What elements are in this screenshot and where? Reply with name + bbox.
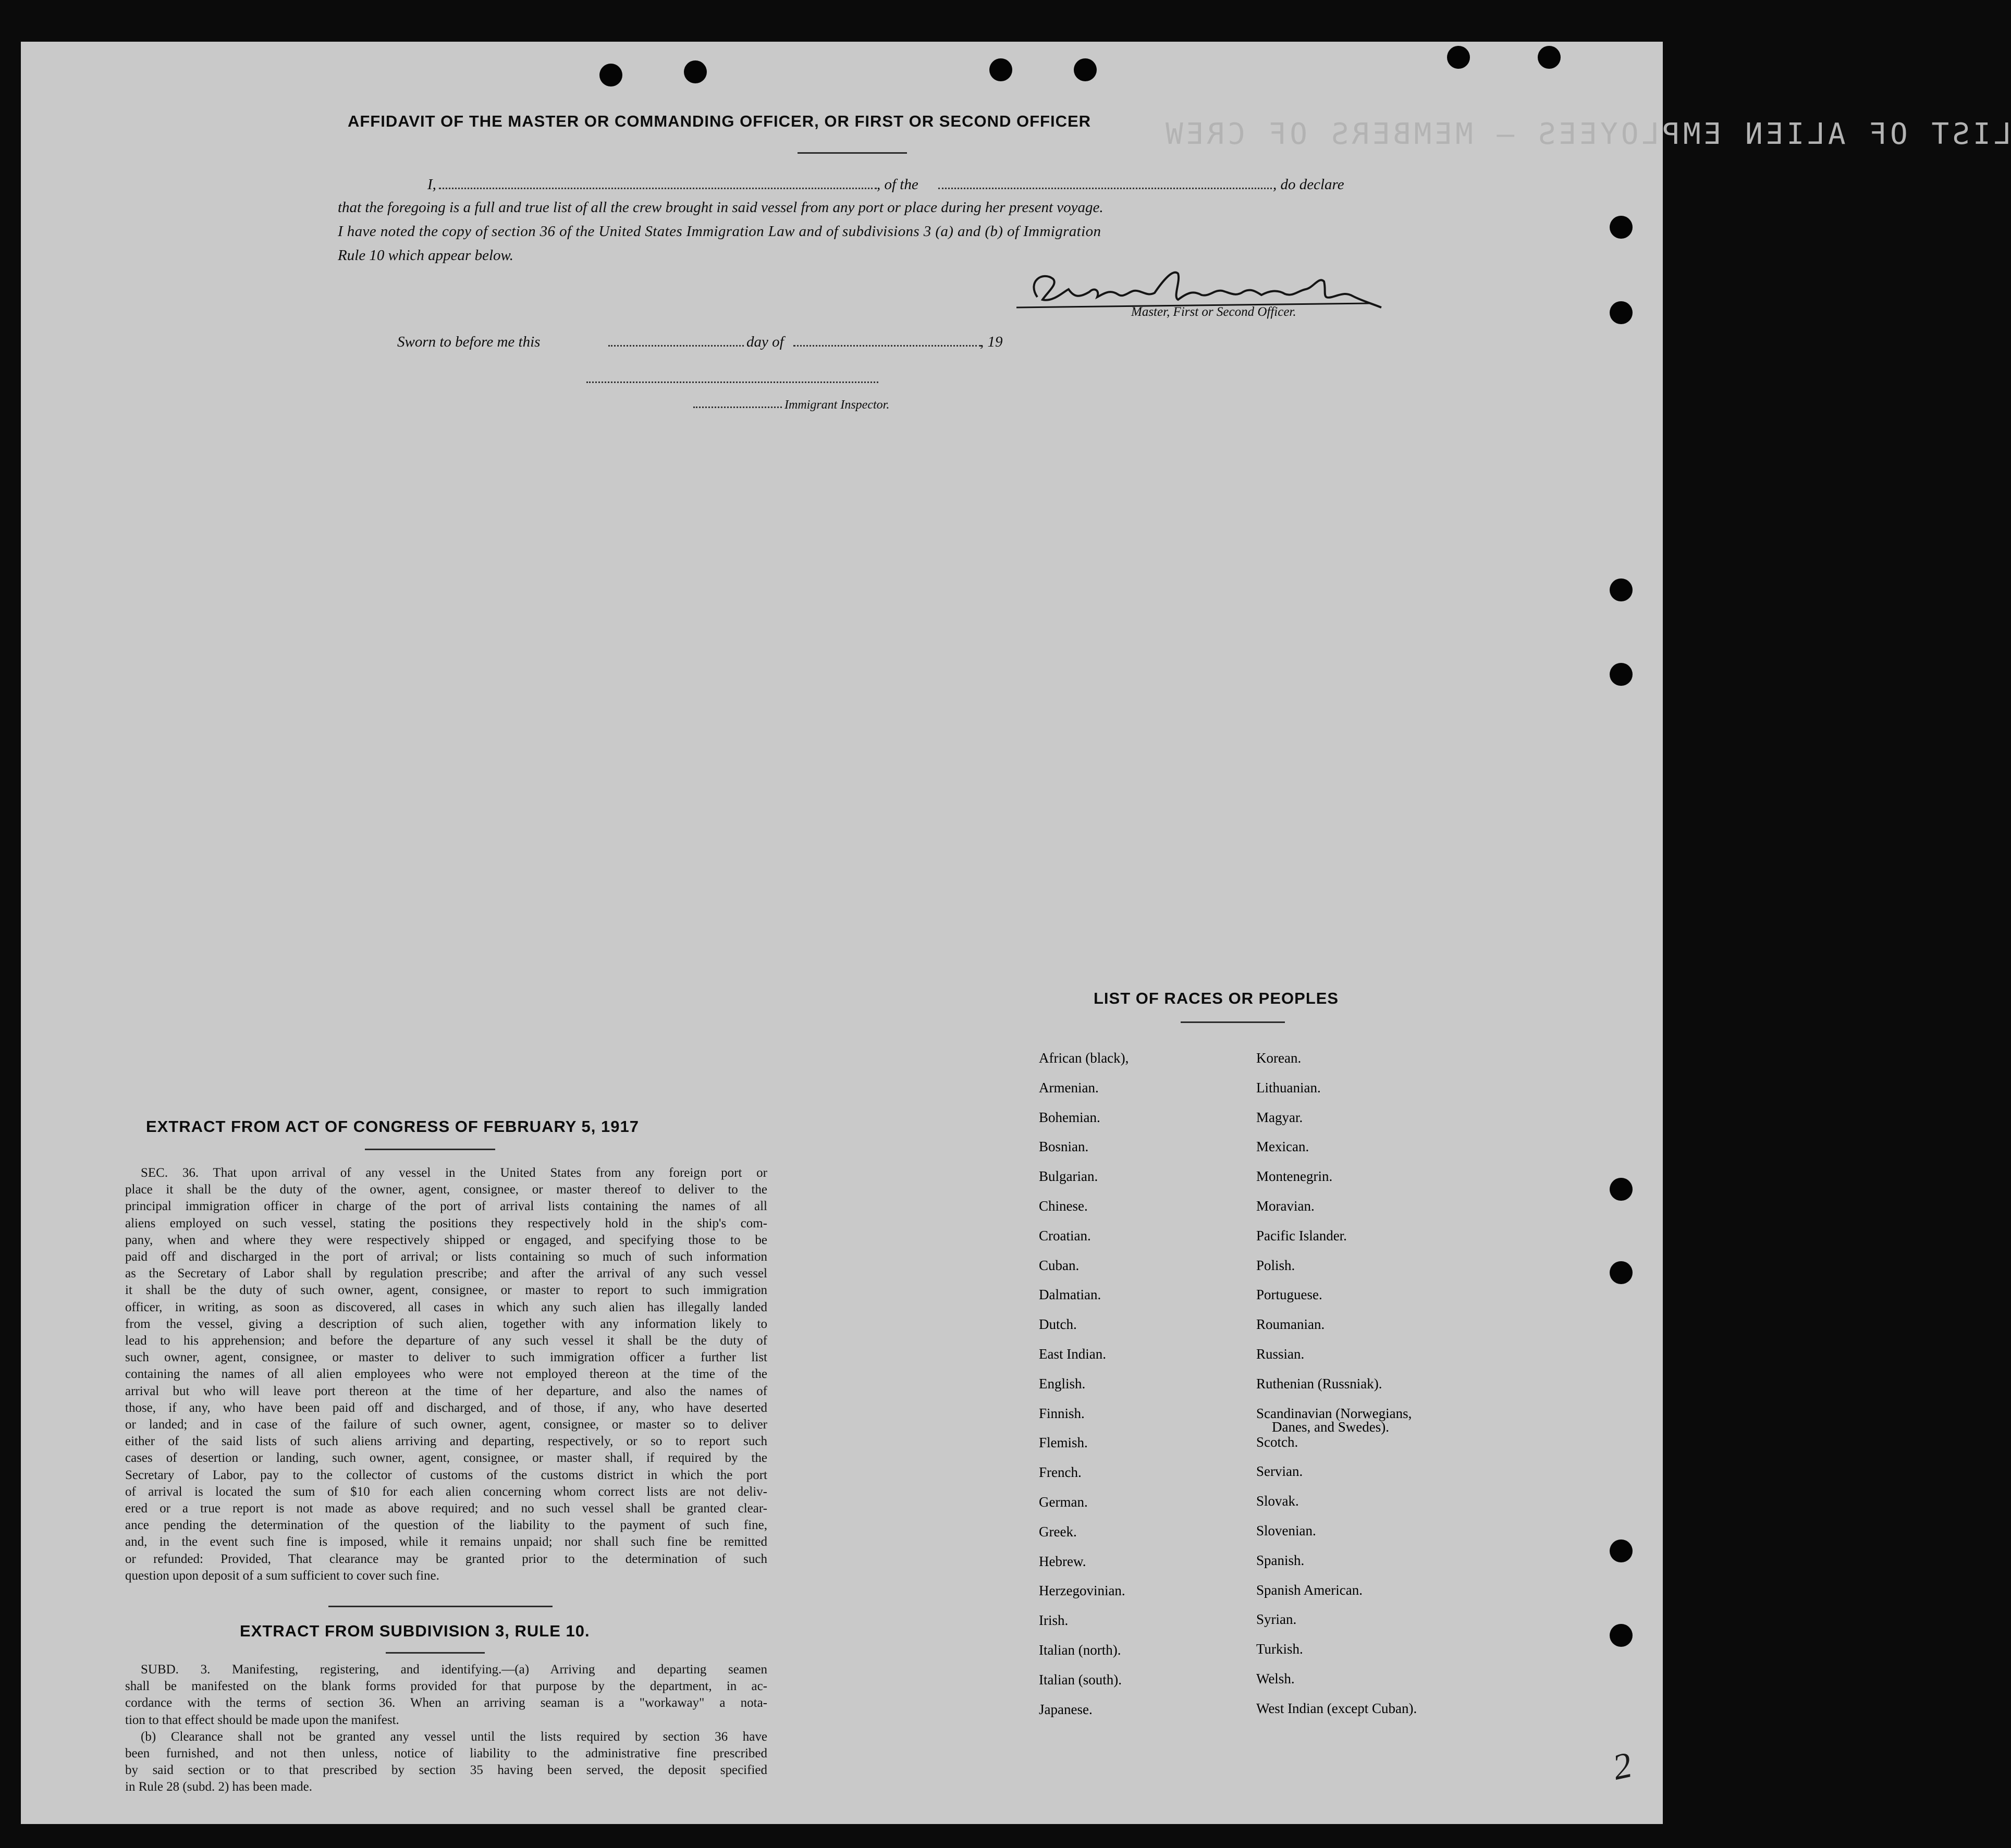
race-item: Hebrew. [1039, 1553, 1086, 1569]
act-text-line: ance pending the determination of the question of the liability to the payment of such fine, [125, 1518, 767, 1533]
inspector-signature-blank [586, 381, 878, 383]
act-text-line: as the Secretary of Labor shall by regulation prescribe; and after the arrival of any such vessel [125, 1266, 767, 1281]
race-item: Magyar. [1256, 1109, 1303, 1125]
act-text-line: arrival but who will leave port thereon at the time of her departure, and also the names of [125, 1384, 767, 1398]
act-text-line: paid off and discharged in the port of arrival; or lists containing so much of such information [125, 1250, 767, 1264]
races-title: LIST OF RACES OR PEOPLES [1094, 989, 1339, 1007]
affidavit-title: AFFIDAVIT OF THE MASTER OR COMMANDING OFFICER, OR FIRST OR SECOND OFFICER [347, 112, 1092, 130]
race-item: Spanish American. [1256, 1582, 1363, 1598]
bleed-through-text: LIST OF ALIEN EMPLOYEES — MEMBERS OF CREW [1162, 117, 2011, 151]
races-title-rule [1181, 1021, 1285, 1023]
act-text-line: principal immigration officer in charge of the port of arrival lists containing the names of all [125, 1199, 767, 1214]
punch-hole [1610, 1624, 1633, 1647]
race-item: Moravian. [1256, 1198, 1315, 1214]
act-text-line: from the vessel, giving a description of such alien, together with any information likely to [125, 1316, 767, 1331]
punch-hole [1074, 58, 1097, 81]
act-text-line: such owner, agent, consignee, or master to deliver to such immigration officer a further list [125, 1350, 767, 1365]
punch-hole [1610, 1261, 1633, 1284]
race-item: Slovenian. [1256, 1523, 1316, 1538]
race-item: Roumanian. [1256, 1316, 1325, 1333]
race-item: French. [1039, 1464, 1082, 1481]
race-item: Ruthenian (Russniak). [1256, 1375, 1382, 1391]
race-item: Russian. [1256, 1346, 1305, 1362]
race-item: Polish. [1256, 1257, 1295, 1273]
race-item: Herzegovinian. [1039, 1583, 1125, 1599]
punch-hole [989, 58, 1012, 81]
punch-hole [599, 64, 622, 87]
race-item: Servian. [1256, 1463, 1303, 1480]
vessel-blank [938, 188, 1272, 189]
act-text-line: pany, when and where they were respectively shipped or engaged, and specifying those to be [125, 1233, 767, 1247]
race-item: Scandinavian (Norwegians, [1256, 1405, 1412, 1421]
name-blank [439, 188, 877, 189]
punch-hole [1610, 1539, 1633, 1562]
act-text-line: question upon deposit of a sum sufficient to cover such fine. [125, 1568, 439, 1583]
act-text-line: of arrival is located the sum of $10 for each alien concerning whom correct lists are not deliv- [125, 1484, 767, 1499]
rule-text-line: been furnished, and not then unless, notice of liability to the administrative fine prescribed [125, 1746, 767, 1761]
rule-extract-text [125, 1661, 767, 1796]
race-item: Bohemian. [1039, 1109, 1100, 1125]
act-text-line: ered or a true report is not made as above required; and no such vessel shall be granted clear- [125, 1501, 767, 1516]
race-item: Armenian. [1039, 1079, 1099, 1095]
rule-text-line: SUBD. 3. Manifesting, registering, and identifying.—(a) Arriving and departing seamen [141, 1662, 767, 1677]
race-item: Turkish. [1256, 1641, 1303, 1657]
race-item: Lithuanian. [1256, 1079, 1321, 1095]
rule-text-line: by said section or to that prescribed by section 35 having been served, the deposit specified [125, 1763, 767, 1778]
declare-i-label: I, [427, 176, 436, 193]
sworn-line [397, 334, 1075, 354]
rule-text-line: tion to that effect should be made upon the manifest. [125, 1713, 399, 1727]
race-item: Syrian. [1256, 1611, 1297, 1628]
corner-mark: 2 [1609, 1745, 1636, 1788]
sworn-month-blank [793, 345, 981, 347]
inspector-caption: Immigrant Inspector. [784, 398, 890, 412]
rule-text-line: in Rule 28 (subd. 2) has been made. [125, 1780, 312, 1794]
act-text-line: either of the said lists of such aliens arriving and departing, respectively, or so to report such [125, 1434, 767, 1449]
race-item: Finnish. [1039, 1405, 1085, 1421]
rule-top-rule [328, 1606, 553, 1607]
punch-hole [1610, 301, 1633, 324]
sworn-day-blank [608, 345, 744, 347]
statement-line: Rule 10 which appear below. [338, 247, 513, 264]
rule-title-rule [386, 1652, 485, 1654]
race-item: Cuban. [1039, 1257, 1080, 1273]
act-text-line: and, in the event such fine is imposed, while it remains unpaid; nor shall such fine be remitted [125, 1535, 767, 1549]
sworn-prefix: Sworn to before me this [397, 334, 541, 350]
act-text-line: it shall be the duty of such owner, agent, consignee, or master to report to such immigration [125, 1283, 767, 1298]
race-item: Irish. [1039, 1612, 1069, 1629]
race-item: Mexican. [1256, 1139, 1309, 1155]
race-item: Korean. [1256, 1050, 1302, 1066]
race-item: English. [1039, 1375, 1086, 1391]
declaration-line [427, 176, 1392, 197]
race-item: Bulgarian. [1039, 1168, 1098, 1185]
race-item: Croatian. [1039, 1227, 1091, 1243]
punch-hole [1610, 216, 1633, 239]
act-text-line: Secretary of Labor, pay to the collector of customs of the customs district in which the port [125, 1468, 767, 1482]
race-item-continuation: Danes, and Swedes). [1272, 1419, 1389, 1435]
punch-hole [684, 60, 707, 83]
race-item: German. [1039, 1494, 1088, 1510]
race-item: West Indian (except Cuban). [1256, 1700, 1417, 1716]
declare-of-the-label: , of the [877, 176, 918, 193]
punch-hole [1538, 46, 1561, 69]
sworn-year-label: , 19 [980, 334, 1003, 350]
statement-line: I have noted the copy of section 36 of the United States Immigration Law and of subdivisions 3 (a) and (b) of Immigration [338, 223, 1101, 240]
punch-hole [1610, 663, 1633, 686]
rule-text-line: cordance with the terms of section 36. When an arriving seaman is a "workaway" a nota- [125, 1696, 767, 1710]
act-text-line: those, if any, who have been paid off and discharged, and of those, if any, who have deserted [125, 1400, 767, 1415]
race-item: African (black), [1039, 1050, 1129, 1066]
race-item: Dutch. [1039, 1316, 1077, 1333]
rule-text-line: shall be manifested on the blank forms provided for that purpose by the department, in ac- [125, 1679, 767, 1694]
rule-text-line: (b) Clearance shall not be granted any vessel until the lists required by section 36 have [141, 1729, 767, 1744]
race-item: Chinese. [1039, 1198, 1088, 1214]
race-item: Slovak. [1256, 1493, 1299, 1509]
punch-hole [1610, 1178, 1633, 1201]
race-item: Italian (south). [1039, 1671, 1122, 1687]
act-text-line: aliens employed on such vessel, stating the positions they respectively hold in the ship's com- [125, 1216, 767, 1230]
act-extract-title: EXTRACT FROM ACT OF CONGRESS OF FEBRUARY 5, 1917 [146, 1117, 639, 1136]
act-text-line: or landed; and in case of the failure of such owner, agent, consignee, or master so to deliver [125, 1418, 767, 1432]
act-text-line: place it shall be the duty of the owner, agent, consignee, or master thereof to deliver to the [125, 1182, 767, 1197]
act-text-line: officer, in writing, as soon as discovered, all cases in which any such alien has illegally landed [125, 1300, 767, 1314]
race-item: Flemish. [1039, 1435, 1088, 1451]
race-item: Pacific Islander. [1256, 1227, 1347, 1243]
race-item: East Indian. [1039, 1346, 1106, 1362]
act-text-line: lead to his apprehension; and before the departure of any such vessel it shall be the duty of [125, 1334, 767, 1348]
act-text-line: SEC. 36. That upon arrival of any vessel in the United States from any foreign port or [141, 1166, 767, 1180]
race-item: Greek. [1039, 1523, 1077, 1539]
punch-hole [1447, 46, 1470, 69]
race-item: Portuguese. [1256, 1287, 1322, 1303]
act-text-line: or refunded: Provided, That clearance may be granted prior to the determination of such [125, 1551, 767, 1566]
act-extract-text [125, 1165, 767, 1584]
act-title-rule [365, 1149, 495, 1150]
act-text-line: containing the names of all alien employees who were not employed thereon at the time of the [125, 1367, 767, 1382]
title-rule [798, 152, 907, 154]
race-item: Italian (north). [1039, 1642, 1121, 1658]
race-item: Welsh. [1256, 1671, 1295, 1686]
declare-do-declare-label: , do declare [1273, 176, 1344, 193]
race-item: Spanish. [1256, 1552, 1305, 1568]
document-page [21, 42, 2011, 1824]
race-item: Scotch. [1256, 1434, 1298, 1450]
race-item: Montenegrin. [1256, 1168, 1333, 1185]
sworn-day-of-label: day of [746, 334, 784, 350]
race-item: Bosnian. [1039, 1139, 1089, 1155]
act-text-line: cases of desertion or landing, such owner, agent, consignee, or master shall, if required by the [125, 1451, 767, 1465]
signature-caption: Master, First or Second Officer. [1131, 305, 1296, 319]
punch-hole [1610, 578, 1633, 601]
rule-extract-title: EXTRACT FROM SUBDIVISION 3, RULE 10. [240, 1622, 590, 1640]
race-item: Japanese. [1039, 1701, 1093, 1717]
inspector-blank [693, 406, 782, 408]
statement-line: that the foregoing is a full and true list of all the crew brought in said vessel from any port or place during her present voyage. [338, 199, 1103, 216]
race-item: Dalmatian. [1039, 1287, 1101, 1303]
